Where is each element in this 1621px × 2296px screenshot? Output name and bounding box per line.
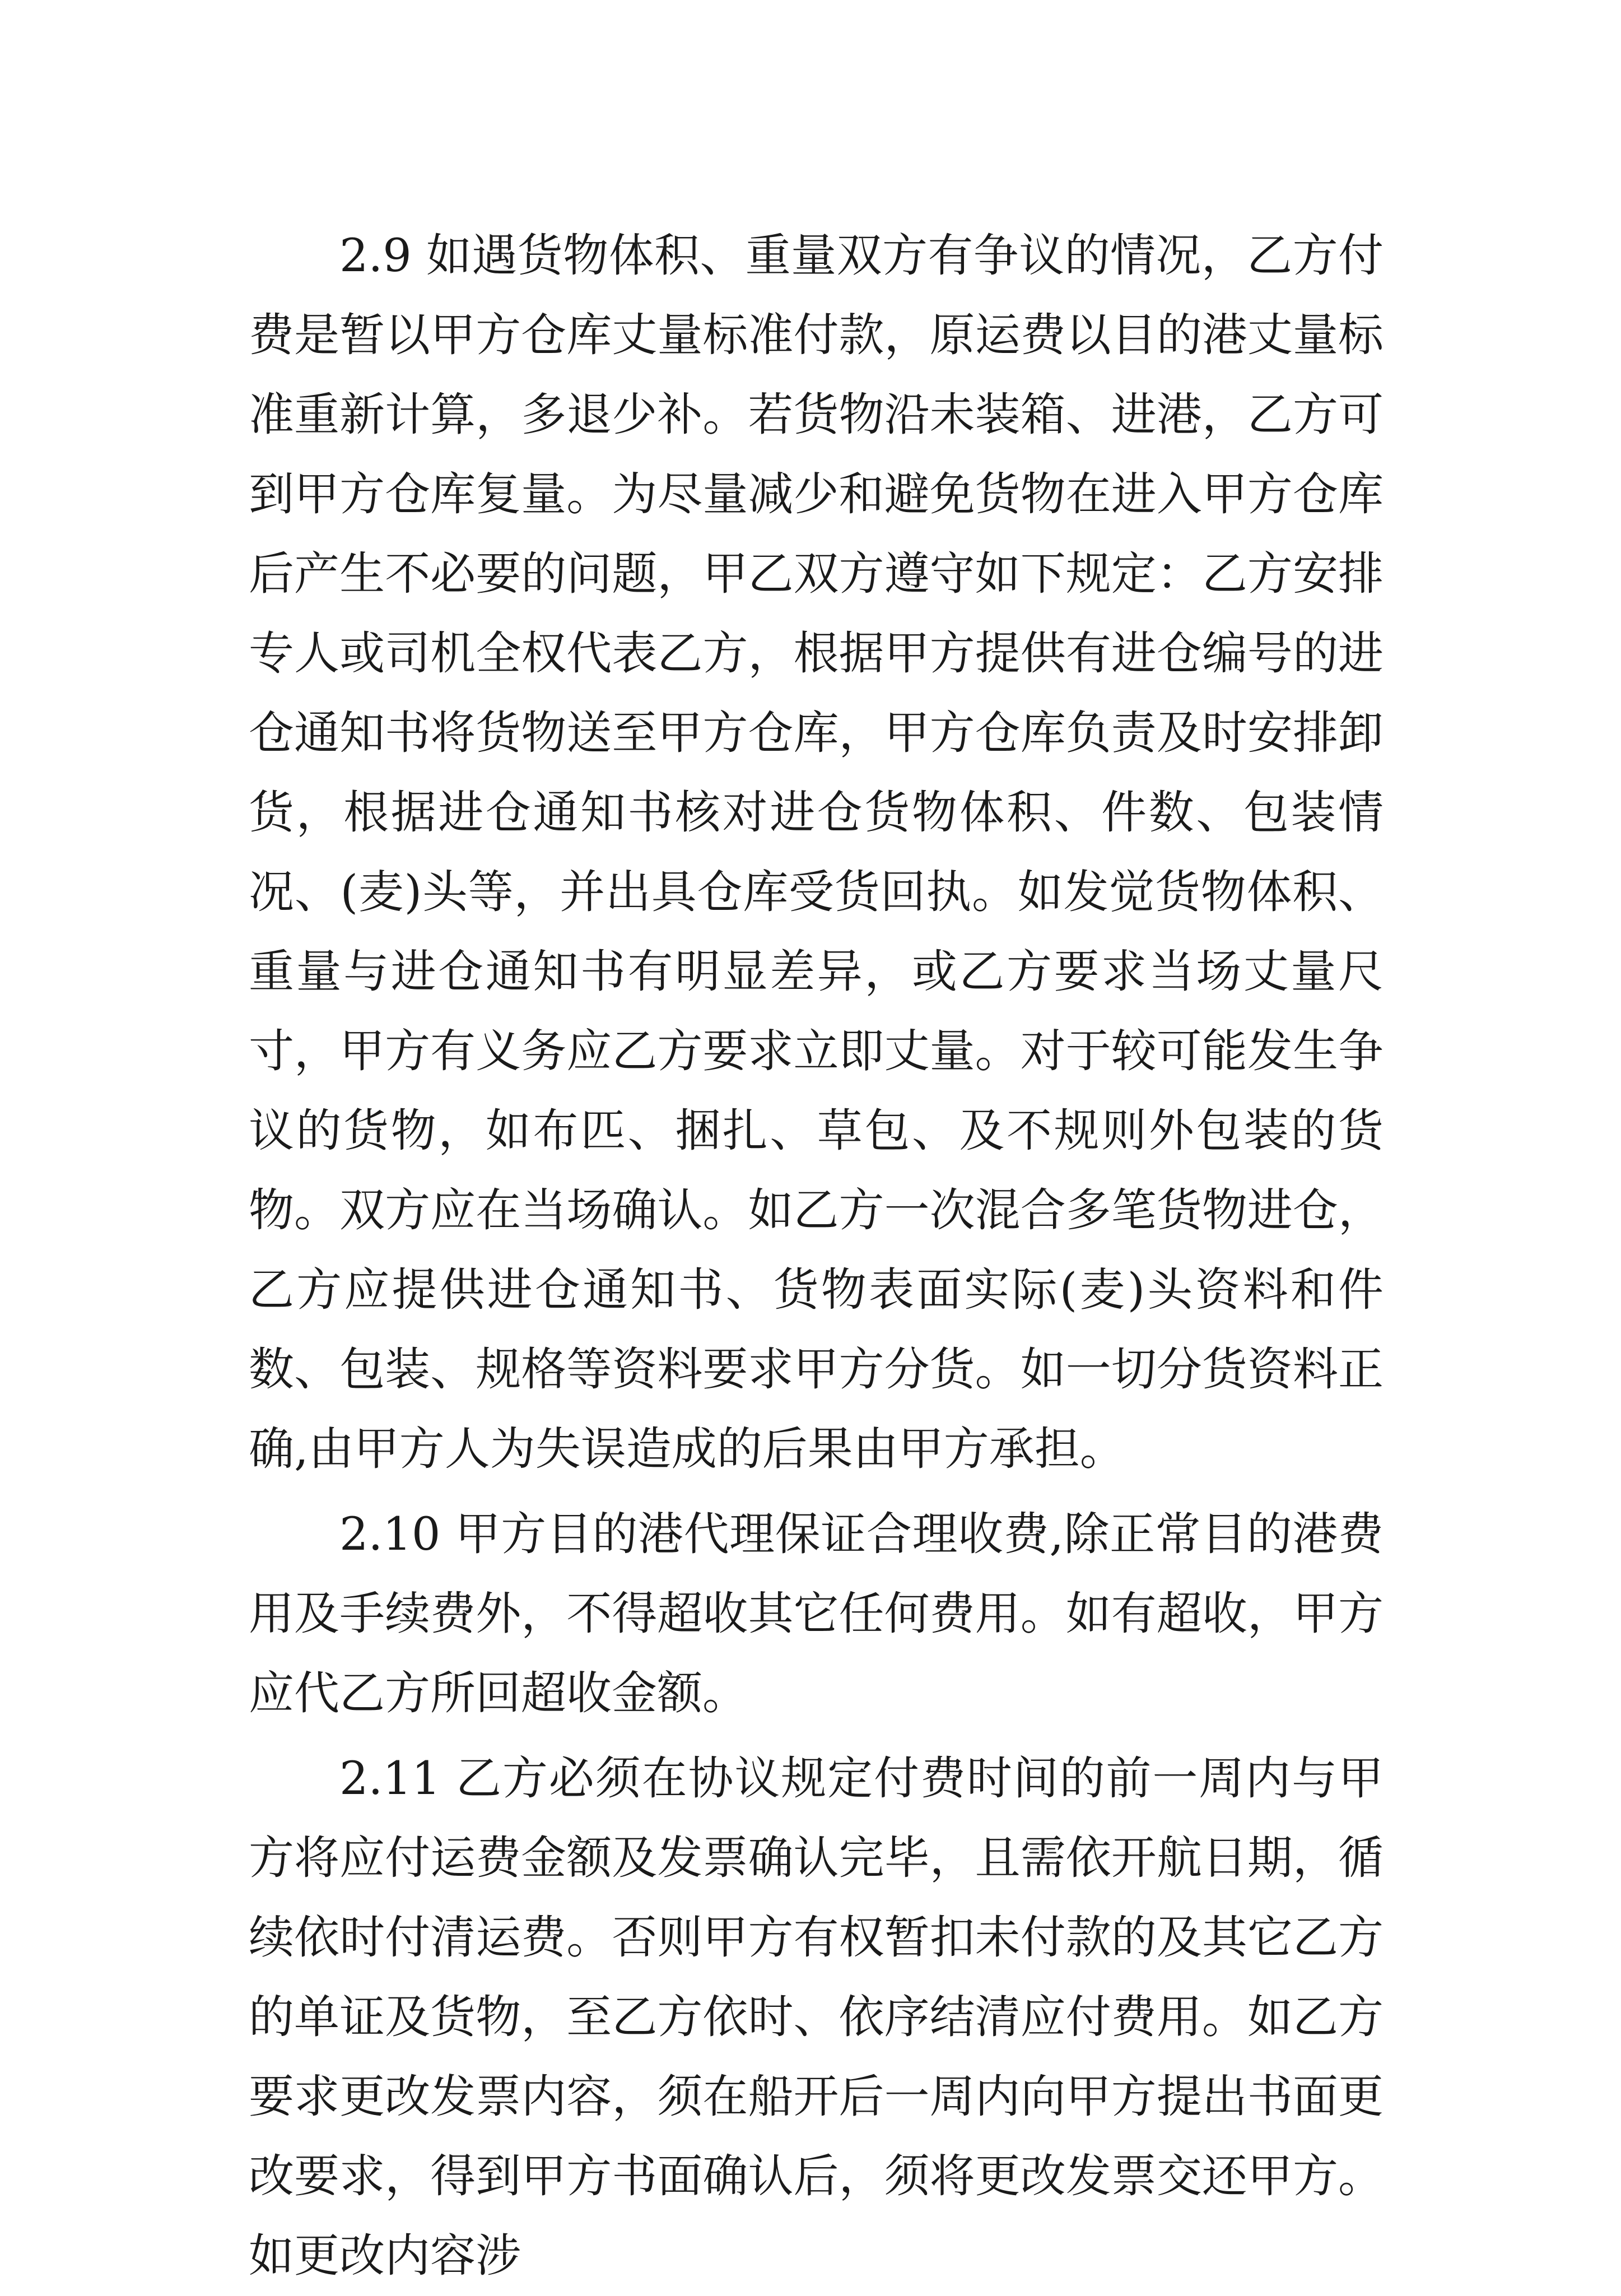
clause-2-11-paragraph: 2.11 乙方必须在协议规定付费时间的前一周内与甲方将应付运费金额及发票确认完毕，且需依开航日期，循续依时付清运费。否则甲方有权暂扣未付款的及其它乙方的单证及货物，至乙方依时、依序结清应付费用。如乙方要求更改发票内容，须在船开后一周内向甲方提出书面更改要求，得到甲方书面确认后，须将更改发票交还甲方。如更改内容涉 [249,1753,1384,2283]
clause-2-10-paragraph: 2.10 甲方目的港代理保证合理收费,除正常目的港费用及手续费外，不得超收其它任何费用。如有超收，甲方应代乙方所回超收金额。 [249,1508,1384,1720]
clause-2-9-paragraph: 2.9 如遇货物体积、重量双方有争议的情况，乙方付费是暂以甲方仓库丈量标准付款，原运费以目的港丈量标准重新计算，多退少补。若货物沿未装箱、进港，乙方可到甲方仓库复量。为尽量减少和避免货物在进入甲方仓库后产生不必要的问题，甲乙双方遵守如下规定：乙方安排专人或司机全权代表乙方，根据甲方提供有进仓编号的进仓通知书将货物送至甲方仓库，甲方仓库负责及时安排卸货，根据进仓通知书核对进仓货物体积、件数、包装情况、(麦)头等，并出具仓库受货回执。如发觉货物体积、重量与进仓通知书有明显差异，或乙方要求当场丈量尺寸，甲方有义务应乙方要求立即丈量。对于较可能发生争议的货物，如布匹、捆扎、草包、及不规则外包装的货物。双方应在当场确认。如乙方一次混合多笔货物进仓，乙方应提供进仓通知书、货物表面实际(麦)头资料和件数、包装、规格等资料要求甲方分货。如一切分货资料正确,由甲方人为失误造成的后果由甲方承担。 [249,230,1384,1476]
document-body [249,216,1384,2296]
